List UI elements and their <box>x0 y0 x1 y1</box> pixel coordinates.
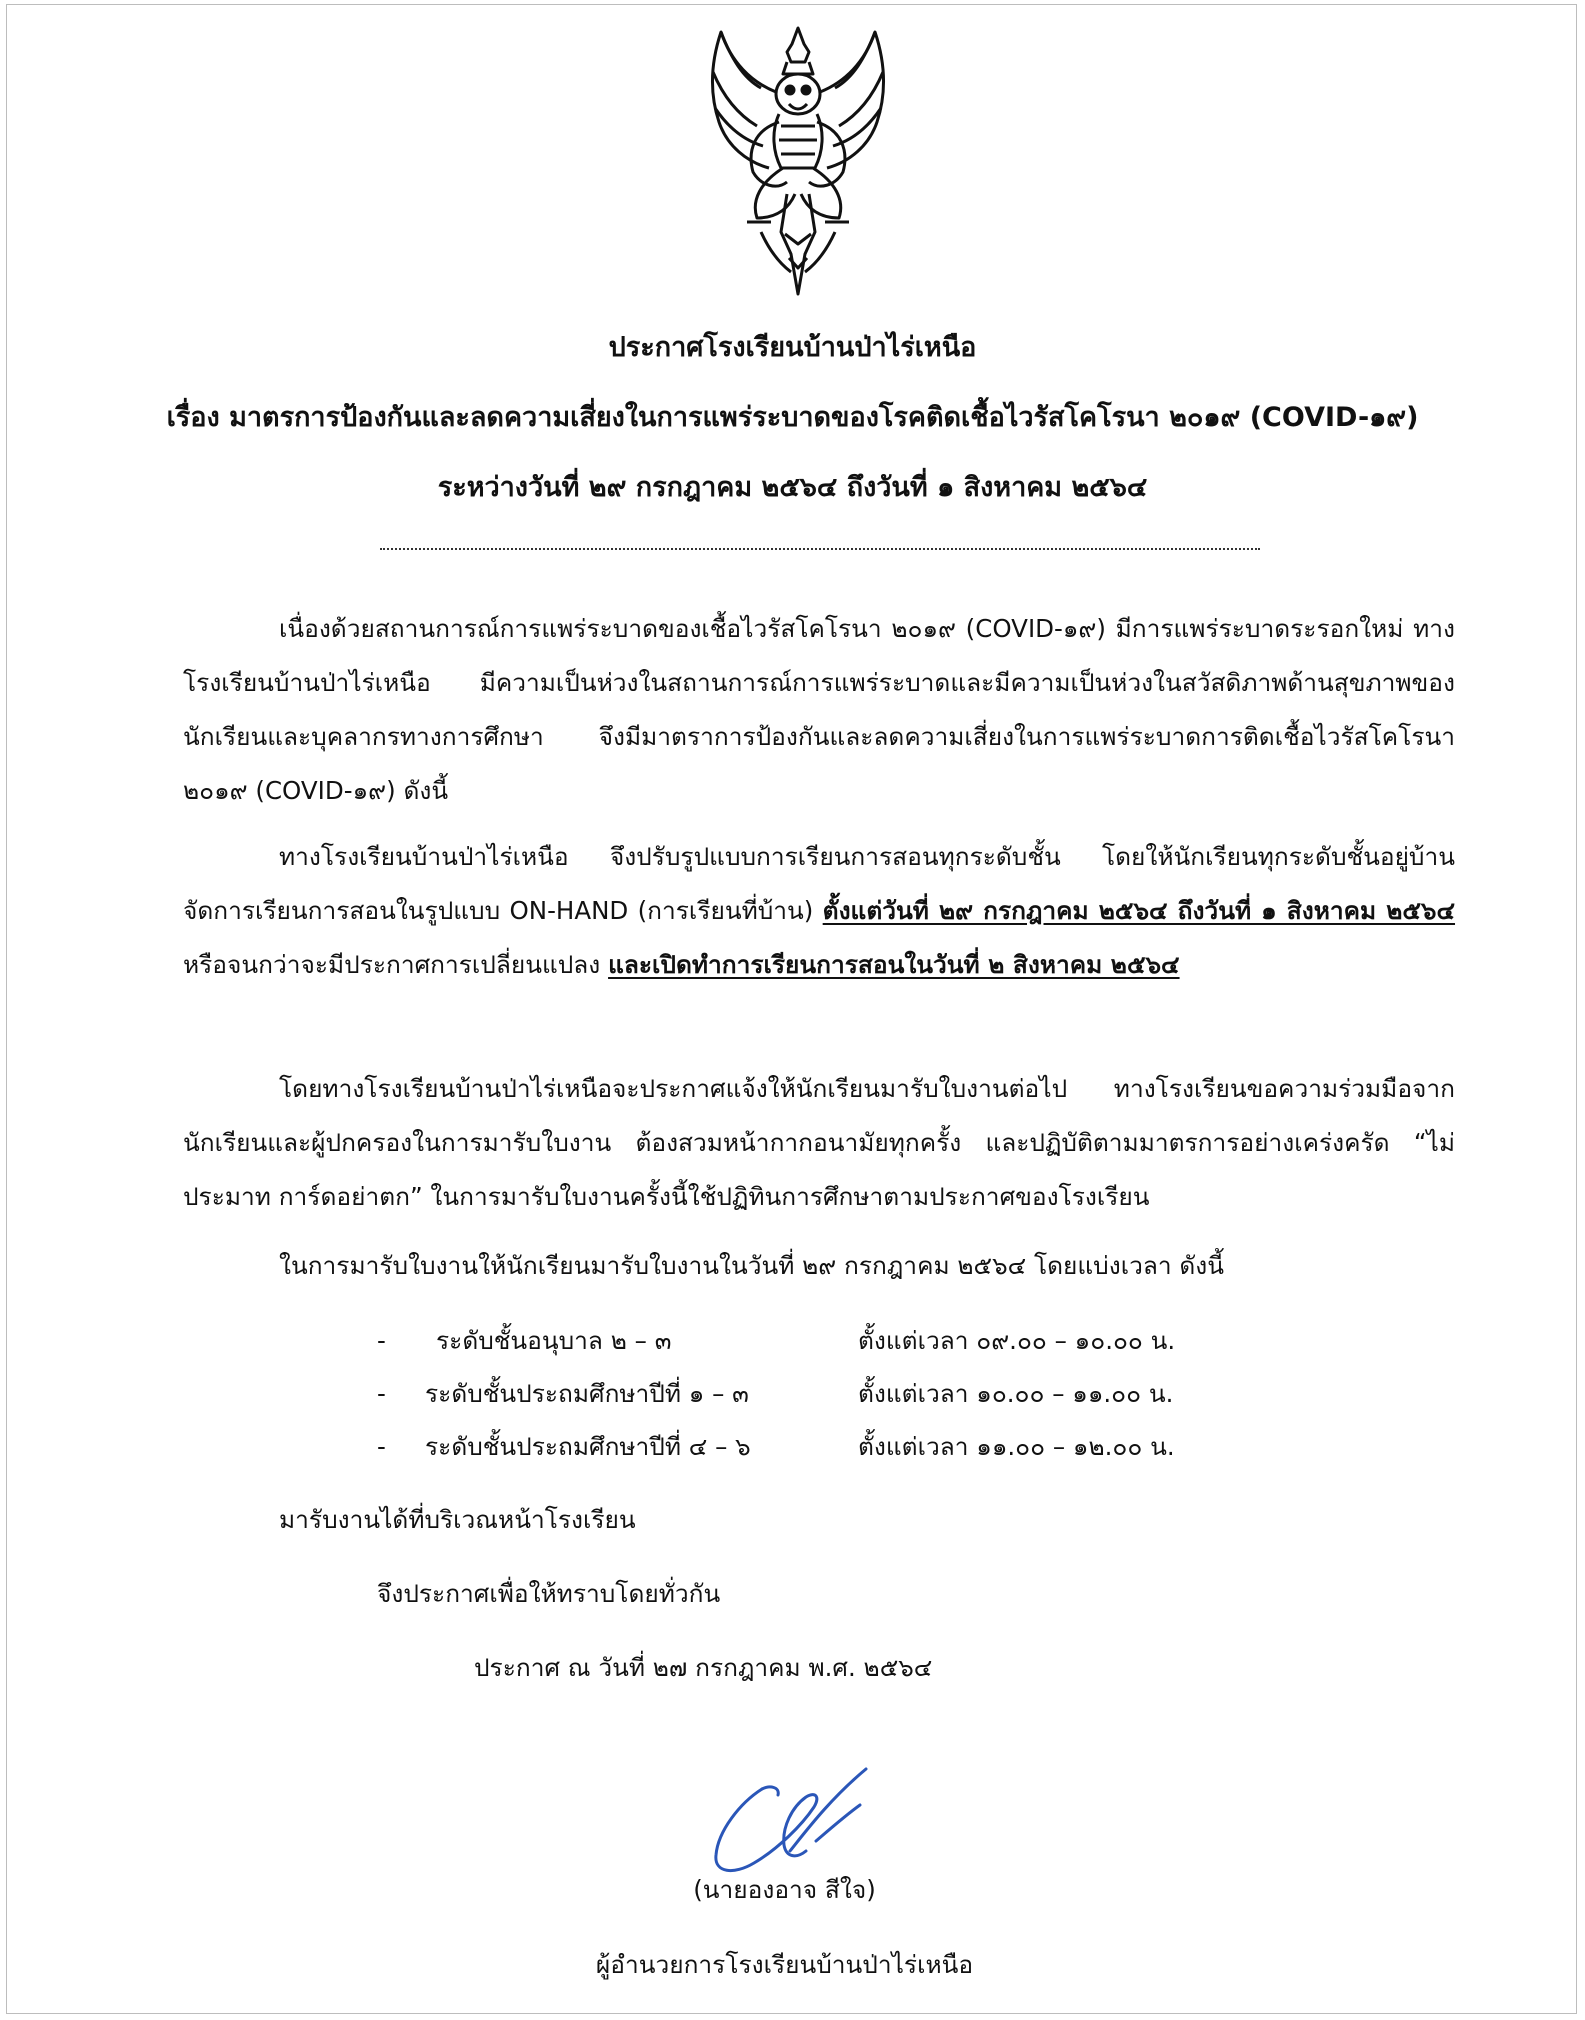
paragraph-3: โดยทางโรงเรียนบ้านป่าไร่เหนือจะประกาศแจ้งให้นักเรียนมารับใบงานต่อไป ทางโรงเรียนขอความร่วมมือจากนักเรียนและผู้ปกครองในการมารับใบงาน ต้องสวมหน้ากากอนามัยทุกครั้ง และปฏิบัติตามมาตรการอย่างเคร่งครัด “ไม่ประมาท การ์ดอย่าตก” ในการมารับใบงานครั้งนี้ใช้ปฏิทินการศึกษาตามประกาศของโรงเรียน <box>183 1074 1455 1211</box>
paragraph-1: เนื่องด้วยสถานการณ์การแพร่ระบาดของเชื้อไวรัสโคโรนา ๒๐๑๙ (COVID-๑๙) มีการแพร่ระบาดระรอกใหม่ ทางโรงเรียนบ้านป่าไร่เหนือ มีความเป็นห่วงในสถานการณ์การแพร่ระบาดและมีความเป็นห่วงในสวัสดิภาพด้านสุขภาพของนักเรียนและบุคลากรทางการศึกษา จึงมีมาตราการป้องกันและลดความเสี่ยงในการแพร่ระบาดการติดเชื้อไวรัสโคโรนา ๒๐๑๙ (COVID-๑๙) ดังนี้ <box>183 614 1455 805</box>
garuda-emblem-icon <box>691 22 905 300</box>
signer-name: (นายองอาจ สีใจ) <box>693 1875 876 1904</box>
announcement-period: ระหว่างวันที่ ๒๙ กรกฎาคม ๒๕๖๔ ถึงวันที่ ๑ สิงหาคม ๒๕๖๔ <box>437 472 1148 503</box>
schedule-row: - ระดับชั้นประถมศึกษาปีที่ ๑ – ๓ ตั้งแต่เวลา ๑๐.๐๐ – ๑๑.๐๐ น. <box>377 1379 1174 1408</box>
closure-dates: ตั้งแต่วันที่ ๒๙ กรกฎาคม ๒๕๖๔ ถึงวันที่ ๑ สิงหาคม ๒๕๖๔ <box>822 896 1456 925</box>
closing-statement: จึงประกาศเพื่อให้ทราบโดยทั่วกัน <box>377 1579 721 1608</box>
page-border <box>6 4 1577 2014</box>
schedule-row: - ระดับชั้นอนุบาล ๒ – ๓ ตั้งแต่เวลา ๐๙.๐๐ – ๑๐.๐๐ น. <box>377 1326 1176 1355</box>
schedule-row: - ระดับชั้นประถมศึกษาปีที่ ๔ – ๖ ตั้งแต่เวลา ๑๑.๐๐ – ๑๒.๐๐ น. <box>377 1432 1175 1461</box>
reopen-date: และเปิดทำการเรียนการสอนในวันที่ ๒ สิงหาคม ๒๕๖๔ <box>608 950 1180 979</box>
announcement-date: ประกาศ ณ วันที่ ๒๗ กรกฎาคม พ.ศ. ๒๕๖๔ <box>474 1653 933 1682</box>
dotted-separator <box>380 548 1260 550</box>
pickup-location: มารับงานได้ที่บริเวณหน้าโรงเรียน <box>279 1505 636 1534</box>
signature-image <box>700 1755 890 1885</box>
announcement-title: ประกาศโรงเรียนบ้านป่าไร่เหนือ <box>608 332 977 363</box>
signer-position: ผู้อำนวยการโรงเรียนบ้านป่าไร่เหนือ <box>595 1950 974 1979</box>
paragraph-4: ในการมารับใบงานให้นักเรียนมารับใบงานในวันที่ ๒๙ กรกฎาคม ๒๕๖๔ โดยแบ่งเวลา ดังนี้ <box>279 1251 1225 1280</box>
paragraph-2: ทางโรงเรียนบ้านป่าไร่เหนือ จึงปรับรูปแบบการเรียนการสอนทุกระดับชั้น โดยให้นักเรียนทุกระดับชั้นอยู่บ้าน จัดการเรียนการสอนในรูปแบบ ON-HAND (การเรียนที่บ้าน) ตั้งแต่วันที่ ๒๙ กรกฎาคม ๒๕๖๔ ถึงวันที่ ๑ สิงหาคม ๒๕๖๔ หรือจนกว่าจะมีประกาศการเปลี่ยนแปลง และเปิดทำการเรียนการสอนในวันที่ ๒ สิงหาคม ๒๕๖๔ <box>183 842 1456 979</box>
announcement-subject: เรื่อง มาตรการป้องกันและลดความเสี่ยงในการแพร่ระบาดของโรคติดเชื้อไวรัสโคโรนา ๒๐๑๙ (COVID-๑๙) <box>166 402 1419 433</box>
